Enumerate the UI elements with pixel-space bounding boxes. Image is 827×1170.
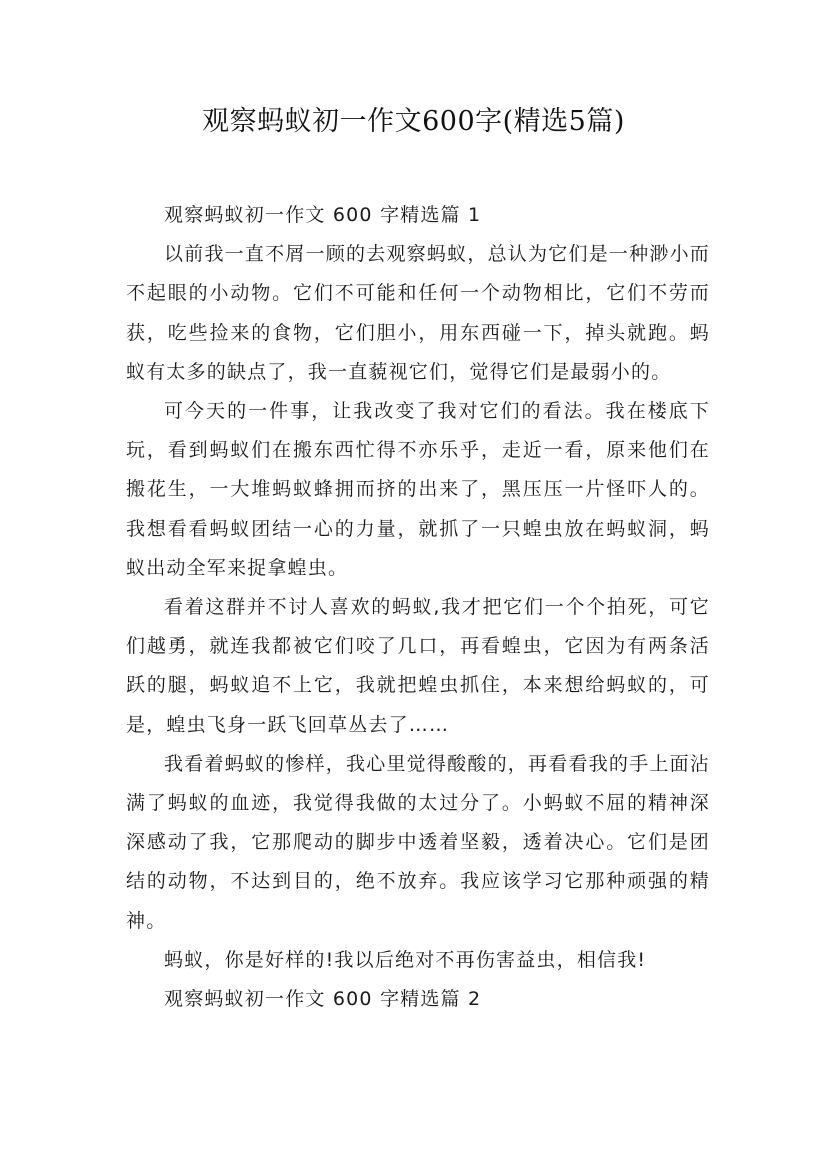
paragraph: 我看着蚂蚁的惨样，我心里觉得酸酸的，再看看我的手上面沾满了蚂蚁的血迹，我觉得我做的太过分了。小蚂蚁不屈的精神深深感动了我，它那爬动的脚步中透着坚毅，透着决心。它们是团结的动物，不达到目的，绝不放弃。我应该学习它那种顽强的精神。	[126, 752, 710, 932]
paragraph: 看着这群并不讨人喜欢的蚂蚁,我才把它们一个个拍死，可它们越勇，就连我都被它们咬了几口，再看蝗虫，它因为有两条活跃的腿，蚂蚁追不上它，我就把蝗虫抓住，本来想给蚂蚁的，可是，蝗虫飞身一跃飞回草丛去了……	[126, 596, 710, 736]
section-heading-1: 观察蚂蚁初一作文 600 字精选篇 1	[164, 204, 482, 226]
paragraph: 蚂蚁，你是好样的!我以后绝对不再伤害益虫，相信我!	[164, 948, 647, 971]
document-body	[126, 196, 710, 1019]
paragraph: 可今天的一件事，让我改变了我对它们的看法。我在楼底下玩，看到蚂蚁们在搬东西忙得不亦乐乎，走近一看，原来他们在搬花生，一大堆蚂蚁蜂拥而挤的出来了，黑压压一片怪吓人的。我想看看蚂蚁团结一心的力量，就抓了一只蝗虫放在蚂蚁洞，蚂蚁出动全军来捉拿蝗虫。	[126, 400, 710, 579]
paragraph: 以前我一直不屑一顾的去观察蚂蚁，总认为它们是一种渺小而不起眼的小动物。它们不可能和任何一个动物相比，它们不劳而获，吃些捡来的食物，它们胆小，用东西碰一下，掉头就跑。蚂蚁有太多的缺点了，我一直藐视它们，觉得它们是最弱小的。	[126, 243, 710, 383]
section-heading-2: 观察蚂蚁初一作文 600 字精选篇 2	[164, 988, 482, 1011]
document-title: 观察蚂蚁初一作文600字(精选5篇)	[202, 106, 625, 137]
